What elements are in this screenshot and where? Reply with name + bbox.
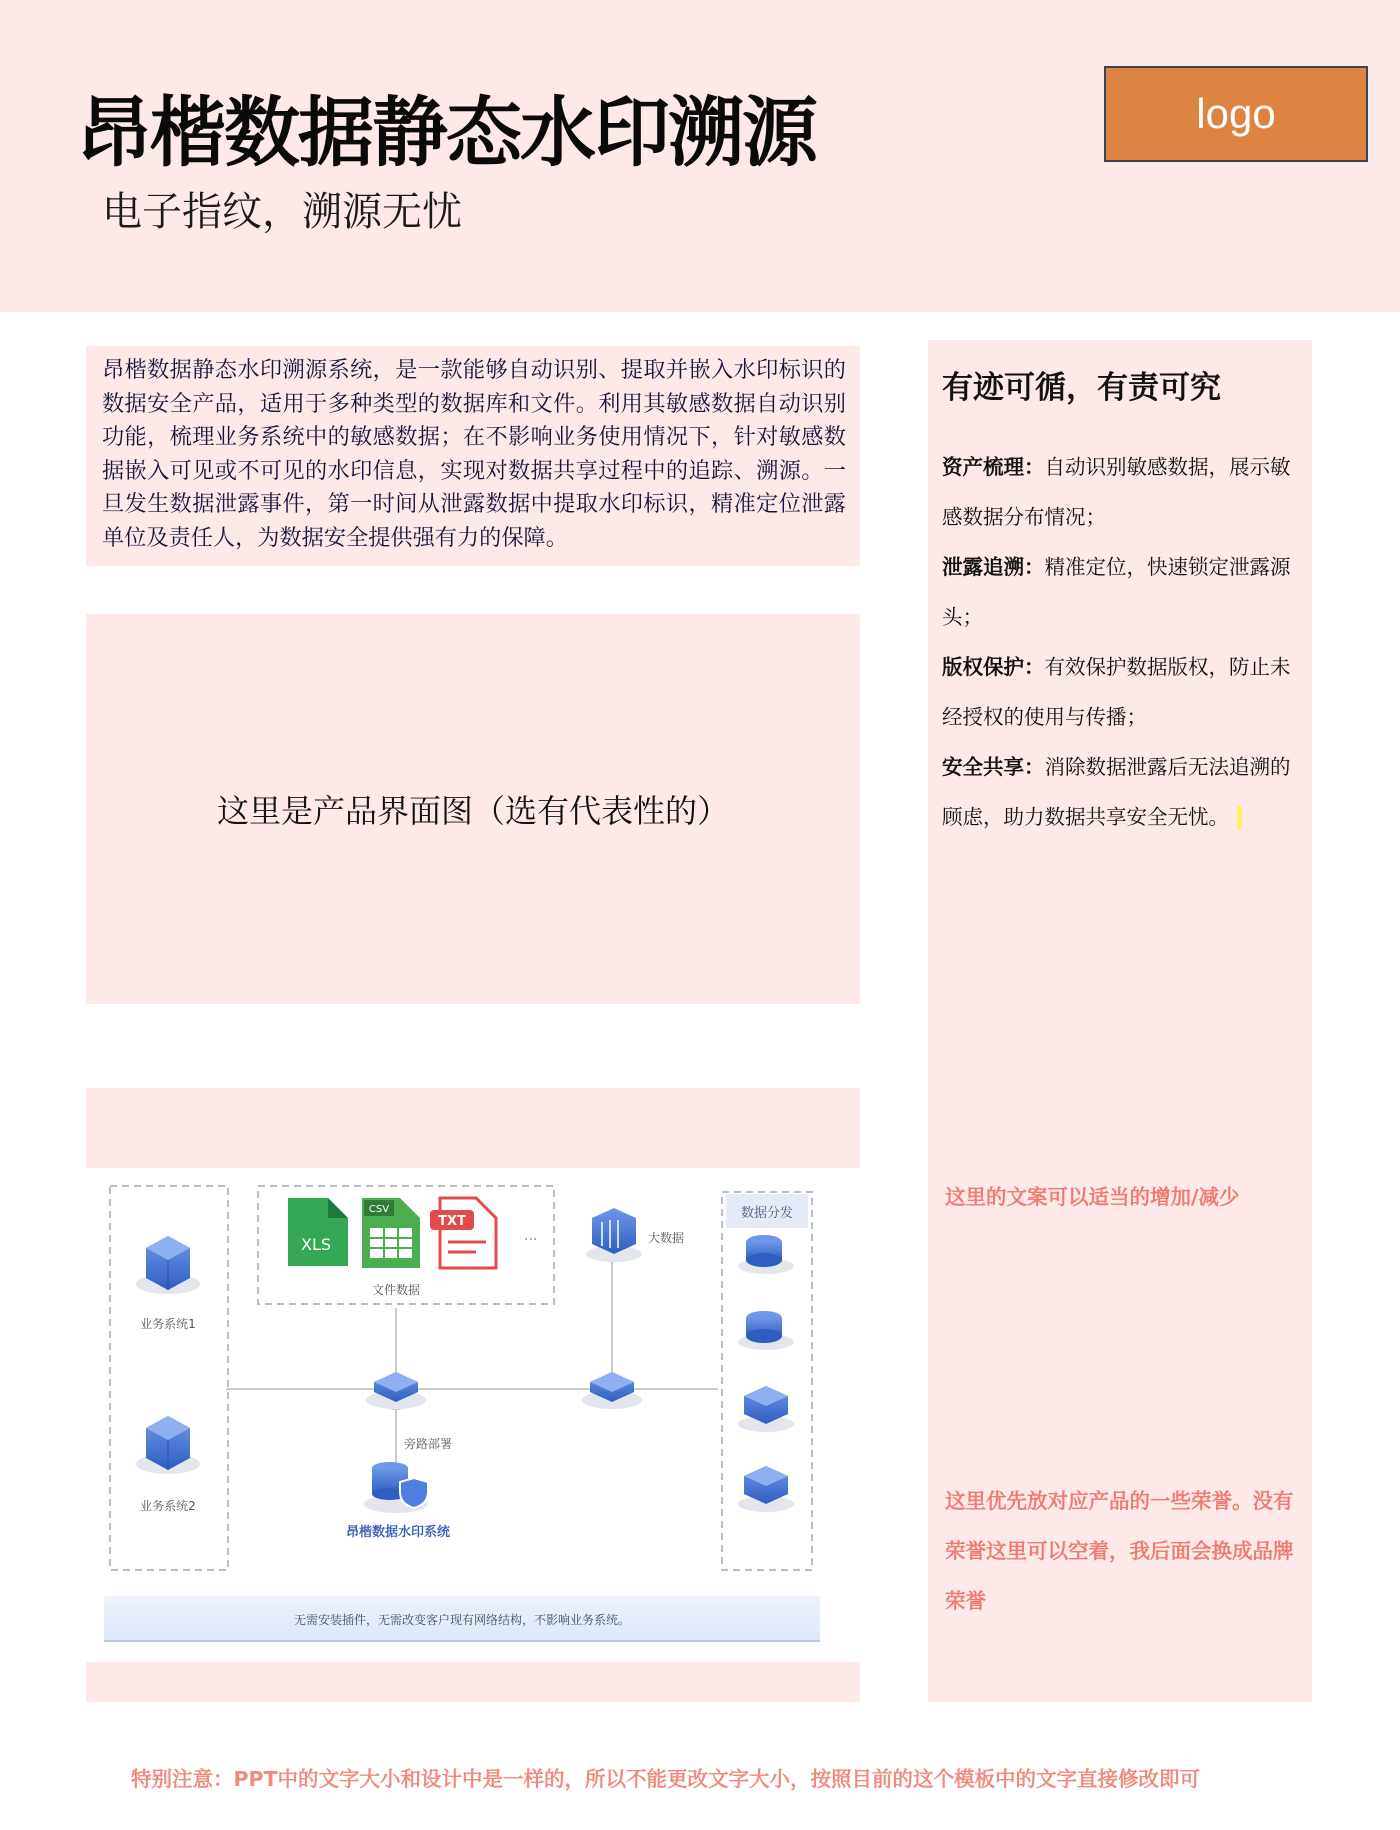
honors-note: 这里优先放对应产品的一些荣誉。没有荣誉这里可以空着，我后面会换成品牌荣誉 [945, 1489, 1294, 1613]
intro-text: 昂楷数据静态水印溯源系统，是一款能够自动识别、提取并嵌入水印标识的数据安全产品，适用于多种类型的数据库和文件。利用其敏感数据自动识别功能，梳理业务系统中的敏感数据；在不影响业务使用情况下，针对敏感数据嵌入可见或不可见的水印信息，实现对数据共享过程中的追踪、溯源。一旦发生数据泄露事件，第一时间从泄露数据中提取水印标识，精准定位泄露单位及责任人，为数据安全提供强有力的保障。 [102, 357, 846, 551]
big-data-label: 大数据 [648, 1231, 685, 1245]
business-system-1-label: 业务系统1 [140, 1317, 196, 1331]
package-icon [738, 1466, 794, 1512]
package-icon [738, 1386, 794, 1432]
feature-separator: ： [1024, 755, 1045, 779]
txt-label: TXT [438, 1214, 466, 1229]
file-data-label: 文件数据 [371, 1283, 421, 1297]
business-system-2-label: 业务系统2 [140, 1499, 196, 1513]
product-placeholder-text: 这里是产品界面图（选有代表性的） [216, 792, 729, 830]
footer-note: 特别注意：PPT中的文字大小和设计中是一样的，所以不能更改文字大小，按照目前的这个模板中的文字直接修改即可 [131, 1767, 1201, 1791]
big-data-icon [586, 1208, 642, 1262]
feature-separator: ： [1024, 555, 1045, 579]
text-cursor-highlight [1237, 806, 1242, 830]
distribution-label: 数据分发 [740, 1206, 794, 1221]
diagram-banner-text: 无需安装插件，无需改变客户现有网络结构，不影响业务系统。 [293, 1613, 631, 1627]
feature-key: 资产梳理 [942, 455, 1024, 479]
database-icon [738, 1311, 794, 1350]
feature-key: 泄露追溯 [942, 555, 1024, 579]
feature-item [942, 542, 1298, 642]
more-files-ellipsis: ... [524, 1228, 538, 1244]
copy-note: 这里的文案可以适当的增加/减少 [945, 1185, 1240, 1209]
feature-text: 有效保护数据版权，防止未经授权的使用与传播； [942, 655, 1291, 729]
architecture-diagram [96, 1178, 836, 1648]
server-icon [136, 1416, 200, 1474]
xls-file-icon [288, 1198, 348, 1266]
xls-label: XLS [300, 1235, 332, 1254]
feature-text: 自动识别敏感数据，展示敏感数据分布情况； [942, 455, 1291, 529]
header [0, 0, 1400, 312]
architecture-header-band [86, 1088, 860, 1168]
feature-key: 版权保护 [942, 655, 1024, 679]
architecture-footer-band [86, 1662, 860, 1702]
txt-file-icon [430, 1198, 496, 1268]
intro-panel [86, 346, 860, 566]
database-shield-icon [364, 1462, 428, 1513]
product-screenshot-placeholder [86, 614, 860, 1004]
switch-icon [366, 1372, 426, 1409]
switch-icon [582, 1372, 642, 1409]
database-icon [738, 1235, 794, 1274]
bypass-label: 旁路部署 [404, 1437, 453, 1451]
watermark-system-label: 昂楷数据水印系统 [346, 1525, 451, 1540]
feature-key: 安全共享 [942, 755, 1024, 779]
feature-separator: ： [1024, 455, 1045, 479]
feature-separator: ： [1024, 655, 1045, 679]
feature-text: 消除数据泄露后无法追溯的顾虑，助力数据共享安全无忧。 [942, 755, 1291, 829]
csv-file-icon [362, 1198, 420, 1268]
features-list [942, 442, 1298, 842]
logo-placeholder: logo [1104, 66, 1368, 162]
feature-item [942, 742, 1298, 842]
feature-item [942, 642, 1298, 742]
features-panel [928, 340, 1312, 1702]
server-icon [136, 1236, 200, 1294]
feature-text: 精准定位，快速锁定泄露源头； [942, 555, 1291, 629]
features-title: 有迹可循，有责可究 [942, 370, 1221, 406]
page-title: 昂楷数据静态水印溯源 [76, 88, 816, 177]
feature-item [942, 442, 1298, 542]
csv-label: CSV [368, 1204, 390, 1215]
page-subtitle: 电子指纹，溯源无忧 [102, 189, 462, 235]
